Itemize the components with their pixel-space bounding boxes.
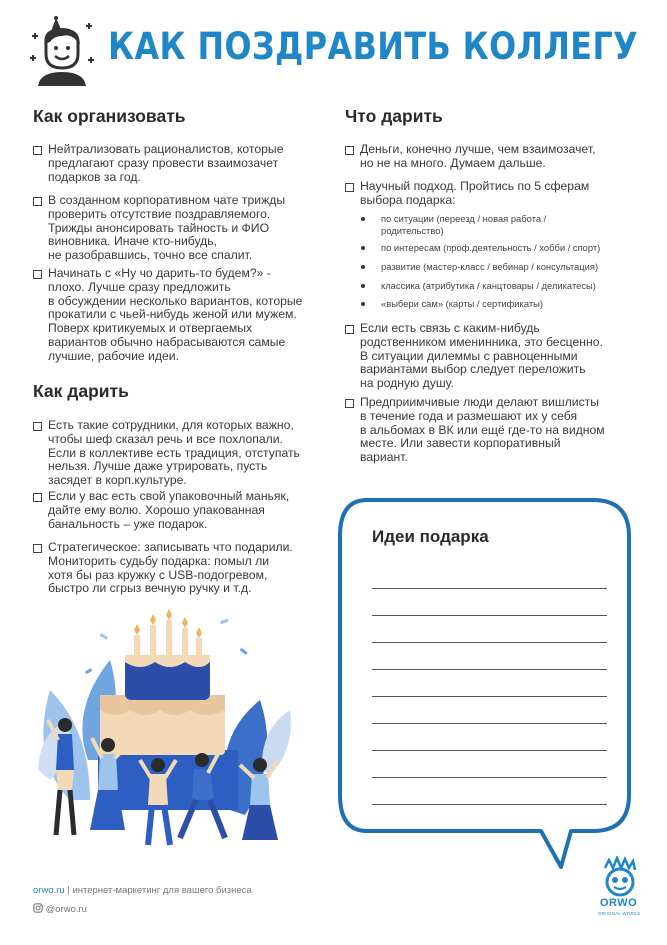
checklist-item: Есть такие сотрудники, для которых важно, чтобы шеф сказал речь и все похлопали. Если в коллективе есть традиция, отступать нельзя. Лучше даже утрировать, пусть засядет в корп.культуре. xyxy=(33,419,333,488)
checklist-item: В созданном корпоративном чате трижды проверить отсутствие поздравляемого. Трижды анонсировать тайность и ФИО виновника. Иначе кто-нибудь, не разобравшись, точно все спалит. xyxy=(33,194,333,263)
ideas-write-line[interactable] xyxy=(372,723,607,724)
checklist-item: Начинать с «Ну чо дарить-то будем?» - плохо. Лучше сразу предложить в обсуждении несколько вариантов, которые прокатили с чьей-нибудь женой или мужем. Поверх критикуемых и отвергаемых вариантов обычно набрасываются самые лучшие, рабочие идеи. xyxy=(33,267,343,364)
logo-text: ORWO xyxy=(600,897,638,909)
party-person-icon xyxy=(28,14,96,86)
checkbox-icon[interactable] xyxy=(33,146,42,155)
checkbox-icon[interactable] xyxy=(33,197,42,206)
bullet-icon xyxy=(361,284,365,288)
section-title-what: Что дарить xyxy=(345,106,443,126)
checklist-item: Если у вас есть свой упаковочный маньяк, дайте ему волю. Хорошо упакованная банальность – уже подарок. xyxy=(33,490,333,531)
checkbox-icon[interactable] xyxy=(33,493,42,502)
bullet-icon xyxy=(361,302,365,306)
checkbox-icon[interactable] xyxy=(345,325,354,334)
checklist-item: Стратегическое: записывать что подарили. Мониторить судьбу подарка: помыл ли хотя бы раз кружку с USB-подогревом, быстро ли сгрыз вечную ручку и т.д. xyxy=(33,541,333,596)
sphere-item: развитие (мастер-класс / вебинар / консультация) xyxy=(361,261,651,273)
footer-site-link[interactable]: orwo.ru xyxy=(33,885,65,896)
celebration-illustration xyxy=(30,600,300,850)
section-title-organize: Как организовать xyxy=(33,106,186,126)
ideas-write-line[interactable] xyxy=(372,642,607,643)
instagram-icon xyxy=(33,903,43,913)
checklist-item: Если есть связь с каким-нибудь родственником именинника, это бесценно. В ситуации дилеммы с равноценными вариантами выбор следует переложить на родную душу. xyxy=(345,322,645,391)
bullet-icon xyxy=(361,246,365,250)
checklist-item: Научный подход. Пройтись по 5 сферам выбора подарка: xyxy=(345,180,645,208)
checkbox-icon[interactable] xyxy=(345,399,354,408)
ideas-bubble xyxy=(335,495,645,875)
page-title: КАК ПОЗДРАВИТЬ КОЛЛЕГУ xyxy=(108,25,639,68)
sphere-item: «выбери сам» (карты / сертификаты) xyxy=(361,298,651,310)
checkbox-icon[interactable] xyxy=(33,544,42,553)
ideas-write-line[interactable] xyxy=(372,588,607,589)
bullet-icon xyxy=(361,217,365,221)
checklist-item: Деньги, конечно лучше, чем взаимозачет, но не на много. Думаем дальше. xyxy=(345,143,645,171)
sphere-item: классика (атрибутика / канцтовары / деликатесы) xyxy=(361,280,651,292)
checklist-item: Нейтрализовать рационалистов, которые предлагают сразу провести взаимозачет подарков за год. xyxy=(33,143,333,184)
sphere-item: по интересам (проф.деятельность / хобби / спорт) xyxy=(361,242,651,254)
footer-tagline: orwo.ru | интернет-маркетинг для вашего бизнеса xyxy=(33,885,252,896)
ideas-write-line[interactable] xyxy=(372,669,607,670)
logo-subtext: ORIGINAL WORKS xyxy=(598,911,641,916)
ideas-title: Идеи подарка xyxy=(372,527,489,546)
ideas-write-line[interactable] xyxy=(372,777,607,778)
sphere-item: по ситуации (переезд / новая работа / родительство) xyxy=(361,213,641,237)
checkbox-icon[interactable] xyxy=(33,422,42,431)
checkbox-icon[interactable] xyxy=(345,146,354,155)
ideas-write-line[interactable] xyxy=(372,804,607,805)
section-title-give: Как дарить xyxy=(33,381,129,401)
ideas-write-line[interactable] xyxy=(372,696,607,697)
bullet-icon xyxy=(361,265,365,269)
footer-instagram[interactable]: @orwo.ru xyxy=(33,903,87,915)
ideas-write-line[interactable] xyxy=(372,750,607,751)
checkbox-icon[interactable] xyxy=(345,183,354,192)
checkbox-icon[interactable] xyxy=(33,270,42,279)
checklist-item: Предприимчивые люди делают вишлисты в течение года и размешают их у себя в альбомах в ВК или ещё где-то на видном месте. Или завести корпоративный вариант. xyxy=(345,396,645,465)
ideas-write-line[interactable] xyxy=(372,615,607,616)
